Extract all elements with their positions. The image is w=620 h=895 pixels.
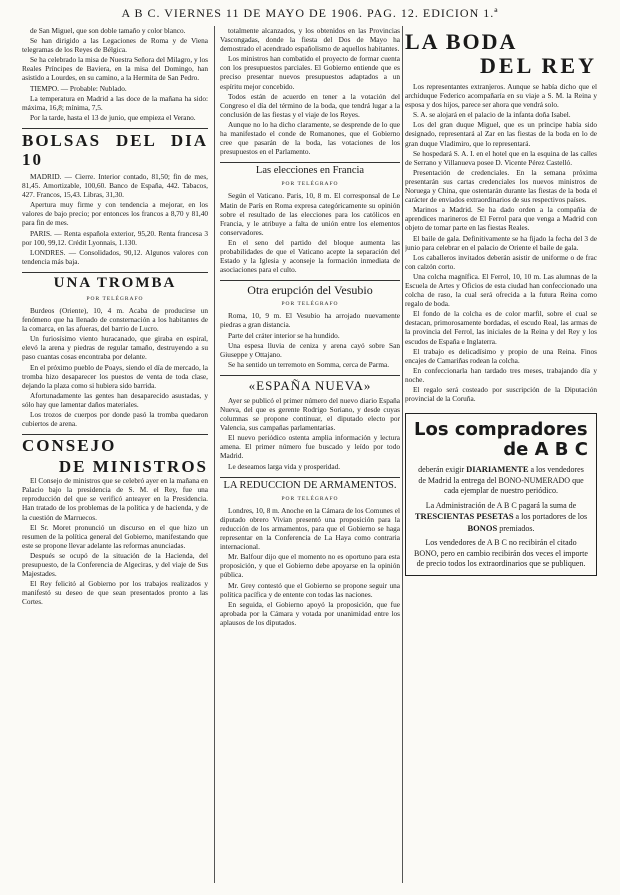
paragraph: El Sr. Moret pronunció un discurso en el que hizo un resumen de la política general del Gobierno, manifestando que este se propone llevar adelante las reformas anunciadas.	[22, 522, 208, 550]
paragraph: El nuevo periódico ostenta amplia información y lectura amena. El primer número fue buscado y leído por todo Madrid.	[220, 433, 400, 461]
paragraph: El baile de gala. Definitivamente se ha fijado la fecha del 3 de junio para celebrar en el palacio de Oriente el baile de gala.	[405, 233, 597, 252]
source-line: POR TELÉGRAFO	[281, 301, 339, 308]
elecciones-heading: Las elecciones en Francia	[220, 162, 400, 177]
paragraph: S. A. se alojará en el palacio de la infanta doña Isabel.	[413, 110, 571, 120]
box-emphasis: BONOS	[467, 522, 498, 533]
box-paragraph	[414, 464, 588, 497]
paragraph: Todos están de acuerdo en tener a la votación del Congreso el día del término de la boda, que tendrá lugar a la conclusión de las fiestas y el viaje de los Reyes.	[220, 91, 400, 119]
paragraph: Roma, 10, 9 m. El Vesubio ha arrojado nuevamente piedras a gran distancia.	[220, 311, 400, 330]
box-text: premiados.	[499, 523, 535, 533]
column-3	[405, 26, 597, 885]
paragraph: de San Miguel, que son doble tamaño y color blanco.	[30, 26, 186, 35]
tiempo-heading: TIEMPO. — Probable: Nublado.	[30, 83, 127, 93]
paragraph: El Rey felicitó al Gobierno por los trabajos realizados y manifestó su deseo de que sean presentados pronto a las Cortes.	[22, 579, 208, 607]
paragraph: En el próximo pueblo de Poays, siendo el día de mercado, la tromba hizo desaparecer los puestos de venta de toda clase, dejando la plaza como si hubiera sido barrida.	[22, 362, 208, 390]
paragraph: Afortunadamente las gentes han desaparecido asustadas, y sólo hay que lamentar daños materiales.	[22, 390, 208, 409]
source-line: POR TELÉGRAFO	[86, 295, 144, 302]
column-rule	[214, 26, 215, 883]
paragraph: Una espesa lluvia de ceniza y arena cayó sobre San Giuseppe y Ottajano.	[220, 340, 400, 359]
boda-heading-line1: LA BODA	[405, 29, 518, 54]
paragraph: LONDRES. — Consolidados, 90,12. Algunos valores con tendencia más baja.	[22, 247, 208, 266]
paragraph: En confeccionarla han tardado tres meses, trabajando día y noche.	[405, 365, 597, 384]
paragraph: La temperatura en Madrid a las doce de la mañana ha sido: máxima, 16,8; mínima, 7,5.	[22, 93, 208, 112]
paragraph: Mr. Grey contestó que el Gobierno se propone seguir una política pacífica y de entente con todas las naciones.	[220, 580, 400, 599]
box-text: a los portadores de los	[515, 512, 588, 522]
box-paragraph	[414, 501, 588, 535]
bolsas-heading: BOLSAS DEL DIA 10	[22, 128, 208, 169]
paragraph: El fondo de la colcha es de color marfil, sobre el cual se destacan, primorosamente bordadas, el escudo Real, las armas de la provincia del Ferrol, las iniciales de la Reina y del Rey y los escudos de España e Inglaterra.	[405, 309, 597, 346]
paragraph: Presentación de credenciales. En la semana próxima presentarán sus cartas credenciales los nuevos ministros de Noruega y China, que ostentarán durante las fiestas de la boda el carácter de enviados extraordinarios de sus respectivos países.	[405, 167, 597, 205]
reduccion-heading: LA REDUCCION DE ARMAMENTOS.	[220, 477, 400, 492]
boda-heading-line2: DEL REY	[480, 53, 597, 78]
vesubio-heading: Otra erupción del Vesubio	[220, 280, 400, 297]
paragraph: Los ministros han combatido el proyecto de formar cuenta con los presupuestos parciales. El Gobierno entiende que es preciso presentar nuevos presupuestos adaptados a un espíritu mejor concebido.	[220, 54, 400, 91]
paragraph: Marinos a Madrid. Se ha dado orden a la compañía de aprendices marineros de El Ferrol para que venga a Madrid con objeto de tomar parte en las fiestas Reales.	[405, 205, 597, 233]
paragraph: El Consejo de ministros que se celebró ayer en la mañana en Palacio bajo la presidencia de S. M. el Rey, fue una reproducción del que se verificó anteayer en la Presidencia. Han tratado de los problemas de la política y de hacienda, y de la cuestión de Marruecos.	[22, 476, 208, 522]
paragraph: Le deseamos larga vida y prosperidad.	[228, 461, 341, 471]
box-text: deberán exigir	[418, 465, 465, 475]
paragraph: Los representantes extranjeros. Aunque se había dicho que el archiduque Federico acompañaría en su viaje a S. M. la Reina y esposa y dos hijos, parece ser ahora que vendrá solo.	[405, 82, 597, 110]
box-emphasis: DIARIAMENTE	[466, 464, 529, 475]
paragraph: Por la tarde, hasta el 13 de junio, que empieza el Verano.	[30, 112, 196, 122]
paragraph: totalmente alcanzados, y los obtenidos en las Provincias Vascongadas, donde la fiesta del Dos de Mayo ha demostrado el acendrado españolismo de aquellos habitantes.	[220, 26, 400, 54]
consejo-heading-line2: DE MINISTROS	[58, 457, 208, 477]
box-paragraph: Los vendedores de A B C no recibirán el citado BONO, pero en cambio recibirán dos veces el importe de precio todos los extraordinarios que se publiquen.	[414, 538, 588, 569]
paragraph: El trabajo es delicadísimo y propio de una Reina. Finos encajes de Camariñas rodean la colcha.	[405, 346, 597, 365]
paragraph: Burdeos (Oriente), 10, 4 m. Acaba de producirse un fenómeno que ha llenado de consternación a los habitantes de la comarca, en las afueras, del barrio de Lucro.	[22, 305, 208, 334]
paragraph: Londres, 10, 8 m. Anoche en la Cámara de los Comunes el diputado obrero Vivian presentó una proposición para la reducción de los armamentos, para que el Gobierno se haga representar en la Conferencia de La Haya como contraria internacional.	[220, 505, 400, 552]
paragraph: En el seno del partido del bloque aumenta las probabilidades de que el Vaticano acepte la separación del Estado y la Iglesia y aconseje la formación inmediata de asociaciones para el culto.	[220, 237, 400, 275]
paragraph: En seguida, el Gobierno apoyó la proposición, que fue aprobada por la Cámara y votada por unanimidad entre los aplausos de los diputados.	[220, 599, 400, 627]
box-text: La Administración de A B C pagará la suma de	[425, 500, 577, 510]
paragraph: Aunque no lo ha dicho claramente, se desprende de lo que ha manifestado el conde de Romanones, que el Gobierno cree que pasarán de la boda, las votaciones de los presupuestos en el Parlamento.	[220, 119, 400, 157]
page-header: A B C. VIERNES 11 DE MAYO DE 1906. PAG. 12. EDICION 1.ª	[121, 6, 499, 20]
paragraph: Después se ocupó de la situación de la Hacienda, del presupuesto, de la Conferencia de Algeciras, y del viaje de Sus Majestades.	[22, 550, 208, 579]
box-emphasis: TRESCIENTAS PESETAS	[414, 511, 514, 522]
paragraph: PARIS. — Renta española exterior, 95,20. Renta francesa 3 por 100, 99,12. Crédit Lyonnais, 1.130.	[22, 228, 208, 247]
tromba-heading: UNA TROMBA	[22, 272, 208, 292]
paragraph: El regalo será costeado por suscripción de la Diputación provincial de la Coruña.	[405, 385, 597, 404]
paragraph: Apertura muy firme y con tendencia a mejorar, en los valores de bajo precio; por entonces los francos a 8,70 y 81,40 para fin de mes.	[22, 200, 208, 228]
column-2	[220, 26, 400, 885]
paragraph: Los trozos de cuerpos por donde pasó la tromba quedaron cubiertos de arena.	[22, 410, 208, 429]
consejo-heading-line1: CONSEJO	[22, 434, 208, 455]
paragraph: Se ha celebrado la misa de Nuestra Señora del Milagro, y los Reales Príncipes de Baviera, en la misa del Domingo, han asistido a Lourdes, en su camino, a la Hermita de San Pedro.	[22, 55, 208, 83]
box-title-line2: de A B C	[503, 439, 588, 461]
espana-nueva-heading: «ESPAÑA NUEVA»	[220, 375, 400, 393]
paragraph: Parte del cráter interior se ha hundido.	[228, 330, 340, 340]
paragraph: Se ha sentido un terremoto en Somma, cerca de Parma.	[228, 359, 390, 369]
paragraph: Ayer se publicó el primer número del nuevo diario España Nueva, del que es gerente Rodrigo Soriano, y desde cuyas columnas se propone continuar, el diputado electo por Valencia, sus campañas parlamentarias.	[220, 395, 400, 433]
box-title-line1: Los compradores	[414, 419, 588, 441]
source-line: POR TELÉGRAFO	[281, 495, 339, 502]
box-text: a los vendedores de Madrid la entrega del BONO-NUMERADO que cada ejemplar de nuestro periódico.	[418, 465, 584, 496]
compradores-box	[405, 413, 597, 576]
paragraph: Mr. Balfour dijo que el momento no es oportuno para esta proposición, y que el Gobierno debe apoyarse en la opinión pública.	[220, 552, 400, 580]
paragraph: Los caballeros invitados deberán asistir de uniforme o de frac con calzón corto.	[405, 252, 597, 271]
paragraph: Se han dirigido a las Legaciones de Roma y de Viena telegramas de los Reyes de Bélgica.	[22, 36, 208, 55]
paragraph: Una colcha magnífica. El Ferrol, 10, 10 m. Las alumnas de la Escuela de Artes y Oficios de esta ciudad han confeccionado una colcha de raso, la cual será ofrecida a la futura Reina como regalo de boda.	[405, 271, 597, 309]
source-line: POR TELÉGRAFO	[281, 181, 339, 188]
paragraph: Un furiosísimo viento huracanado, que giraba en espiral, elevó la arena y piedras de regular tamaño, destruyendo a su paso cuantas cosas encontraba por delante.	[22, 334, 208, 362]
column-1	[22, 26, 208, 885]
paragraph: MADRID. — Cierre. Interior contado, 81,50; fin de mes, 81,45. Amortizable, 100,60. Banco de España, 442. Tabacos, 427. Francos, 15,43. Libras, 31,30.	[22, 171, 208, 200]
paragraph: Según el Vaticano. Paris, 10, 8 m. El corresponsal de Le Matin de París en Roma expresa categóricamente su opinión sobre el resultado de las elecciones para los católicos en Francia, y le atribuye a falta de unión entre los elementos conservadores.	[220, 191, 400, 237]
column-rule	[402, 26, 403, 883]
paragraph: Los del gran duque Miguel, que es un príncipe había sido designado, representará al Zar en las fiestas de la boda en lo de gran duque Vladimiro, que lo representará.	[405, 120, 597, 148]
paragraph: Se hospedará S. A. I. en el hotel que en la esquina de las calles de Serrano y Villanueva posee D. Vicente Pérez Castelló.	[405, 148, 597, 167]
